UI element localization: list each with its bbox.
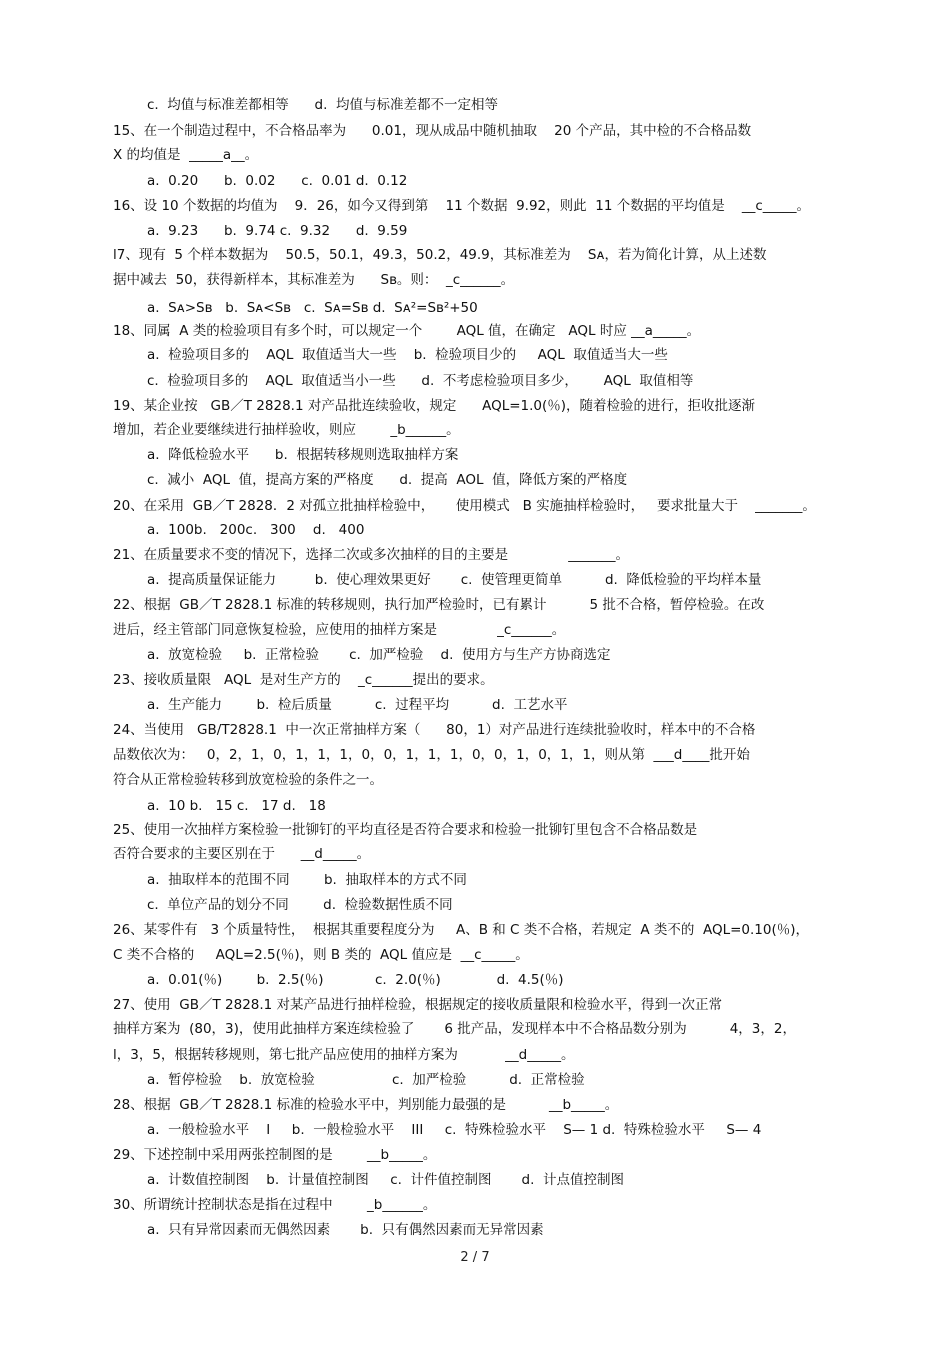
option-line: a. 生产能力 b. 检后质量 c. 过程平均 d. 工艺水平 xyxy=(147,697,568,713)
option-line: a. 提高质量保证能力 b. 使心理效果更好 c. 使管理更简单 d. 降低检验的平均样本量 xyxy=(147,572,762,588)
question-line: 19、某企业按 GB／T 2828.1 对产品批连续验收，规定 AQL=1.0(％)，随着检验的进行，拒收批逐渐 xyxy=(113,398,756,414)
option-line: a. 只有异常因素而无偶然因素 b. 只有偶然因素而无异常因素 xyxy=(147,1222,544,1238)
option-line: a. 暂停检验 b. 放宽检验 c. 加严检验 d. 正常检验 xyxy=(147,1072,585,1088)
question-line: 符合从正常检验转移到放宽检验的条件之一。 xyxy=(113,772,383,788)
question-line: 30、所谓统计控制状态是指在过程中 _b______。 xyxy=(113,1197,437,1213)
question-line: 否符合要求的主要区别在于 __d_____。 xyxy=(113,846,371,862)
option-line: c. 均值与标准差都相等 d. 均值与标准差都不一定相等 xyxy=(147,97,498,113)
option-line: a. 降低检验水平 b. 根据转移规则选取抽样方案 xyxy=(147,447,459,463)
question-line: 25、使用一次抽样方案检验一批铆钉的平均直径是否符合要求和检验一批铆钉里包含不合格品数是 xyxy=(113,822,698,838)
question-line: l，3，5，根据转移规则，第七批产品应使用的抽样方案为 __d_____。 xyxy=(113,1047,575,1063)
option-line: a. 抽取样本的范围不同 b. 抽取样本的方式不同 xyxy=(147,872,467,888)
question-line: 22、根据 GB／T 2828.1 标准的转移规则，执行加严检验时，已有累计 5 批不合格，暂停检验。在改 xyxy=(113,597,765,613)
question-line: 进后，经主管部门同意恢复检验，应使用的抽样方案是 _c______。 xyxy=(113,622,566,638)
option-line: a. 一般检验水平 I b. 一般检验水平 III c. 特殊检验水平 S— 1 d. 特殊检验水平 S— 4 xyxy=(147,1122,762,1138)
question-line: 18、同属 A 类的检验项目有多个时，可以规定一个 AQL 值，在确定 AQL 时应 __a_____。 xyxy=(113,323,701,339)
option-line: a. 检验项目多的 AQL 取值适当大一些 b. 检验项目少的 AQL 取值适当大一些 xyxy=(147,347,668,363)
question-line: 20、在采用 GB／T 2828．2 对孤立批抽样检验中， 使用模式 B 实施抽样检验时， 要求批量大于 _______。 xyxy=(113,498,816,514)
question-line: 29、下述控制中采用两张控制图的是 __b_____。 xyxy=(113,1147,437,1163)
option-line: a. 10 b. 15 c. 17 d. 18 xyxy=(147,798,326,814)
option-line: a. 0.20 b. 0.02 c. 0.01 d. 0.12 xyxy=(147,173,408,189)
question-line: 26、某零件有 3 个质量特性， 根据其重要程度分为 A、B 和 C 类不合格，若规定 A 类不的 AQL=0.10(％)， xyxy=(113,922,810,938)
option-line: c. 检验项目多的 AQL 取值适当小一些 d. 不考虑检验项目多少， AQL 取值相等 xyxy=(147,373,694,389)
option-line: a. 100b. 200c. 300 d. 400 xyxy=(147,522,365,538)
question-line: 据中减去 50，获得新样本，其标准差为 Sʙ。则： _c______。 xyxy=(113,272,515,288)
option-line: c. 减小 AQL 值，提高方案的严格度 d. 提高 AOL 值，降低方案的严格度 xyxy=(147,472,628,488)
question-line: 24、当使用 GB/T2828.1 中一次正常抽样方案（ 80，1）对产品进行连续批验收时，样本中的不合格 xyxy=(113,722,756,738)
option-line: a. 9.23 b. 9.74 c. 9.32 d. 9.59 xyxy=(147,223,408,239)
question-line: C 类不合格的 AQL=2.5(％)，则 B 类的 AQL 值应是 __c_____。 xyxy=(113,947,529,963)
question-line: 品数依次为： 0，2，1，0，1，1，1，0，0，1，1，1，0，0，1，0，1，1，则从第 ___d____批开始 xyxy=(113,747,750,763)
option-line: a. 放宽检验 b. 正常检验 c. 加严检验 d. 使用方与生产方协商选定 xyxy=(147,647,611,663)
question-line: 23、接收质量限 AQL 是对生产方的 _c______提出的要求。 xyxy=(113,672,494,688)
page-number: 2 / 7 xyxy=(460,1250,490,1265)
question-line: 21、在质量要求不变的情况下，选择二次或多次抽样的目的主要是 _______。 xyxy=(113,547,630,563)
question-line: 增加，若企业要继续进行抽样验收，则应 _b______。 xyxy=(113,422,460,438)
question-line: l7、现有 5 个样本数据为 50.5，50.1，49.3，50.2，49.9，其标准差为 Sᴀ，若为简化计算，从上述数 xyxy=(113,247,767,263)
question-line: 16、设 10 个数据的均值为 9．26，如今又得到第 11 个数据 9.92，则此 11 个数据的平均值是 __c_____。 xyxy=(113,198,811,214)
question-line: 27、使用 GB／T 2828.1 对某产品进行抽样检验，根据规定的接收质量限和检验水平，得到一次正常 xyxy=(113,997,723,1013)
question-line: X 的均值是 _____a__。 xyxy=(113,147,259,163)
question-line: 抽样方案为 (80，3)，使用此抽样方案连续检验了 6 批产品，发现样本中不合格品数分别为 4，3，2， xyxy=(113,1021,796,1037)
option-line: c. 单位产品的划分不同 d. 检验数据性质不同 xyxy=(147,897,453,913)
option-line: a. 计数值控制图 b. 计量值控制图 c. 计件值控制图 d. 计点值控制图 xyxy=(147,1172,624,1188)
option-line: a. 0.01(％) b. 2.5(％) c. 2.0(％) d. 4.5(％) xyxy=(147,972,564,988)
option-line: a. Sᴀ>Sʙ b. Sᴀ<Sʙ c. Sᴀ=Sʙ d. Sᴀ²=Sʙ²+50 xyxy=(147,300,478,316)
question-line: 15、在一个制造过程中，不合格品率为 0.01，现从成品中随机抽取 20 个产品，其中检的不合格品数 xyxy=(113,123,752,139)
question-line: 28、根据 GB／T 2828.1 标准的检验水平中，判别能力最强的是 __b_____。 xyxy=(113,1097,619,1113)
